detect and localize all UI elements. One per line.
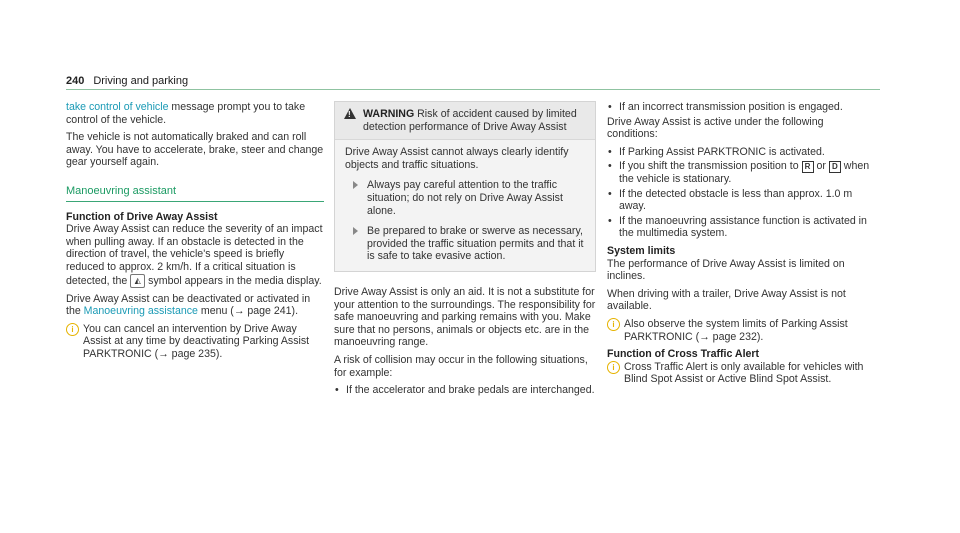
page-header [66,75,880,90]
system-limits-heading: System limits [607,244,676,257]
critical-situation-icon: ◭ [130,274,145,288]
drive-away-description: Drive Away Assist can reduce the severity of an impact when pulling away. If an obstacle is detected in the direction of travel, the vehicle's speed is briefly reduced to approx. 2 km/h. If a critical situation is detected, the ◭ symbol appears in the media display. [66,223,323,287]
system-limits-note: i Also observe the system limits of Parking Assist PARKTRONIC (→ page 232). [607,318,875,343]
roll-away-paragraph: The vehicle is not automatically braked and can roll away. You have to accelerate, brake, steer and change gear yourself again. [66,131,324,169]
section-title: Driving and parking [93,75,189,87]
info-icon: i [607,318,620,331]
warning-label: WARNING [363,108,415,120]
take-control-link[interactable]: take control of vehicle [66,101,169,113]
column-middle [334,101,596,399]
deactivate-paragraph: Drive Away Assist can be deactivated or activated in the Manoeuvring assistance menu (→ page 241). [66,292,311,318]
warning-header [335,102,595,140]
gear-r-icon: R [802,161,814,173]
warning-instruction: Be prepared to brake or swerve as necessary, provided the traffic situation permits and that it is safe to take evasive action. [345,225,585,263]
warning-body [335,140,595,271]
active-conditions-paragraph: Drive Away Assist is active under the following conditions: [607,115,824,141]
info-icon: i [66,323,79,336]
cancel-intervention-note: i You can cancel an intervention by Drive Away Assist at any time by deactivating Parking Assist PARKTRONIC (→ page 235). [66,323,324,361]
column-left [66,101,324,366]
arrow-right-icon [353,181,358,189]
system-limits-paragraph: The performance of Drive Away Assist is limited on inclines. [607,257,845,283]
column-right [607,101,875,391]
list-item: • If the manoeuvring assistance function is activated in the multimedia system. [608,214,867,240]
list-item: • If Parking Assist PARKTRONIC is activated. [608,145,825,158]
cross-traffic-note: i Cross Traffic Alert is only available for vehicles with Blind Spot Assist or Active Blind Spot Assist. [607,361,875,386]
collision-risk-paragraph: A risk of collision may occur in the following situations, for example: [334,353,588,379]
list-item: • If an incorrect transmission position is engaged. [608,101,843,113]
warning-text: Drive Away Assist cannot always clearly identify objects and traffic situations. [345,146,569,171]
warning-triangle-icon: ! [344,108,356,119]
warning-title: Risk of accident caused by limited detection performance of Drive Away Assist [363,108,577,133]
manoeuvring-assistant-heading: Manoeuvring assistant [66,185,324,202]
drive-away-function-heading: Function of Drive Away Assist [66,210,218,223]
warning-box [334,101,596,272]
list-item: • If the detected obstacle is less than approx. 1.0 m away. [608,187,853,213]
gear-d-icon: D [829,161,841,173]
list-item: • If you shift the transmission position to R or D when the vehicle is stationary. [608,160,870,185]
aid-paragraph: Drive Away Assist is only an aid. It is not a substitute for your attention to the surroundings. The responsibility for safe manoeuvring and parking remains with you. Make sure that no persons, animals or objects etc. are in the manoeuvring range. [334,285,596,349]
info-icon: i [607,361,620,374]
cross-traffic-alert-heading: Function of Cross Traffic Alert [607,348,760,361]
list-item: • If the accelerator and brake pedals are interchanged. [335,384,595,397]
page-number: 240 [66,75,85,87]
intro-paragraph: take control of vehicle message prompt you to take control of the vehicle. [66,101,306,126]
warning-instruction: Always pay careful attention to the traffic situation; do not rely on Drive Away Assist alone. [345,179,585,217]
trailer-paragraph: When driving with a trailer, Drive Away Assist is not available. [607,287,846,313]
arrow-right-icon [353,227,358,235]
manoeuvring-assistance-link[interactable]: Manoeuvring assistance [83,305,198,318]
